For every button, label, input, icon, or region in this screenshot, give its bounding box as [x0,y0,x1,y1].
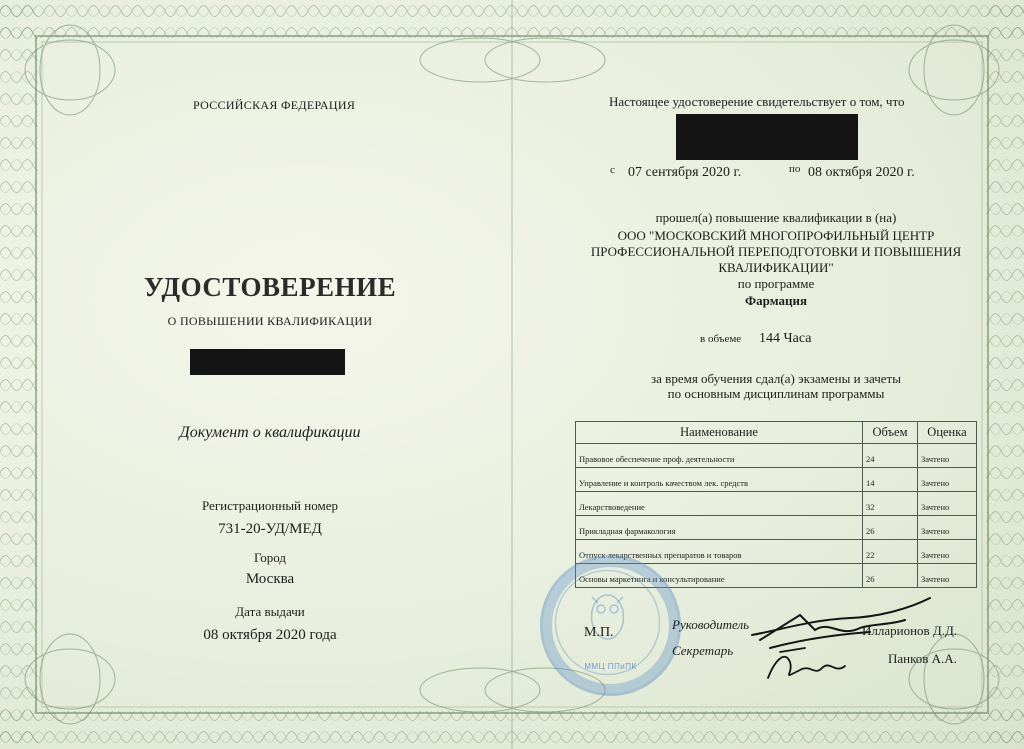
reg-number-value: 731-20-УД/МЕД [218,521,322,537]
certificate-subtitle: О ПОВЫШЕНИИ КВАЛИФИКАЦИИ [167,314,373,328]
subject-name: Управление и контроль качеством лек. средств [576,468,863,492]
subject-grade: Зачтено [918,492,977,516]
org-name-line2: ПРОФЕССИОНАЛЬНОЙ ПЕРЕПОДГОТОВКИ И ПОВЫШЕНИЯ [590,244,962,259]
subject-name: Правовое обеспечение проф. деятельности [576,444,863,468]
subject-volume: 14 [863,468,918,492]
subject-grade: Зачтено [918,468,977,492]
subject-grade: Зачтено [918,564,977,588]
head-name: Илларионов Д.Д. [862,623,958,638]
to-label: по [789,163,801,175]
subject-grade: Зачтено [918,540,977,564]
from-label: с [610,164,615,176]
subject-name: Прикладная фармакология [576,516,863,540]
subject-volume: 32 [863,492,918,516]
col-header-name: Наименование [576,422,863,444]
stamp-text: ММЦ ППиПК [584,662,637,671]
subject-volume: 24 [863,444,918,468]
subject-volume: 26 [863,516,918,540]
program-name: Фармация [745,293,807,308]
document-type: Документ о квалификации [179,424,361,441]
certificate-title: УДОСТОВЕРЕНИЕ [143,272,397,302]
subject-name: Лекарствоведение [576,492,863,516]
org-name-line3: КВАЛИФИКАЦИИ" [718,260,834,275]
reg-number-label: Регистрационный номер [202,498,338,513]
redacted-holder-name [676,114,858,160]
table-row [576,516,977,540]
intro-text: Настоящее удостоверение свидетельствует о том, что [609,94,905,109]
country-label: РОССИЙСКАЯ ФЕДЕРАЦИЯ [193,98,356,112]
subject-grade: Зачтено [918,444,977,468]
seal-place-label: М.П. [584,625,614,640]
issue-date-label: Дата выдачи [235,604,305,619]
table-header-row [576,422,977,444]
city-label: Город [253,550,287,565]
secretary-name: Панков А.А. [888,651,957,666]
col-header-volume: Объем [863,422,918,444]
volume-label: в объеме [700,333,742,345]
table-row [576,468,977,492]
issue-date-value: 08 октября 2020 года [203,627,337,643]
col-header-grade: Оценка [918,422,977,444]
city-value: Москва [245,571,295,587]
center-fold [511,0,513,749]
subject-volume: 22 [863,540,918,564]
secretary-signature-icon [760,640,860,690]
program-label: по программе [737,276,815,291]
org-name-line1: ООО "МОСКОВСКИЙ МНОГОПРОФИЛЬНЫЙ ЦЕНТР [617,228,935,243]
to-date: 08 октября 2020 г. [808,165,915,180]
table-row [576,444,977,468]
volume-value: 144 Часа [759,331,812,346]
subject-name: Основы маркетинга и консультирование [576,564,863,588]
subject-volume: 26 [863,564,918,588]
subject-grade: Зачтено [918,516,977,540]
exams-text-line1: за время обучения сдал(а) экзамены и зачеты [651,371,901,386]
subject-name: Отпуск лекарственных препаратов и товаров [576,540,863,564]
passed-text: прошел(а) повышение квалификации в (на) [655,210,897,225]
exams-text-line2: по основным дисциплинам программы [667,386,885,401]
from-date: 07 сентября 2020 г. [628,165,742,180]
secretary-label: Секретарь [672,643,734,658]
redacted-name [190,349,345,375]
head-label: Руководитель [672,617,750,632]
table-row [576,492,977,516]
